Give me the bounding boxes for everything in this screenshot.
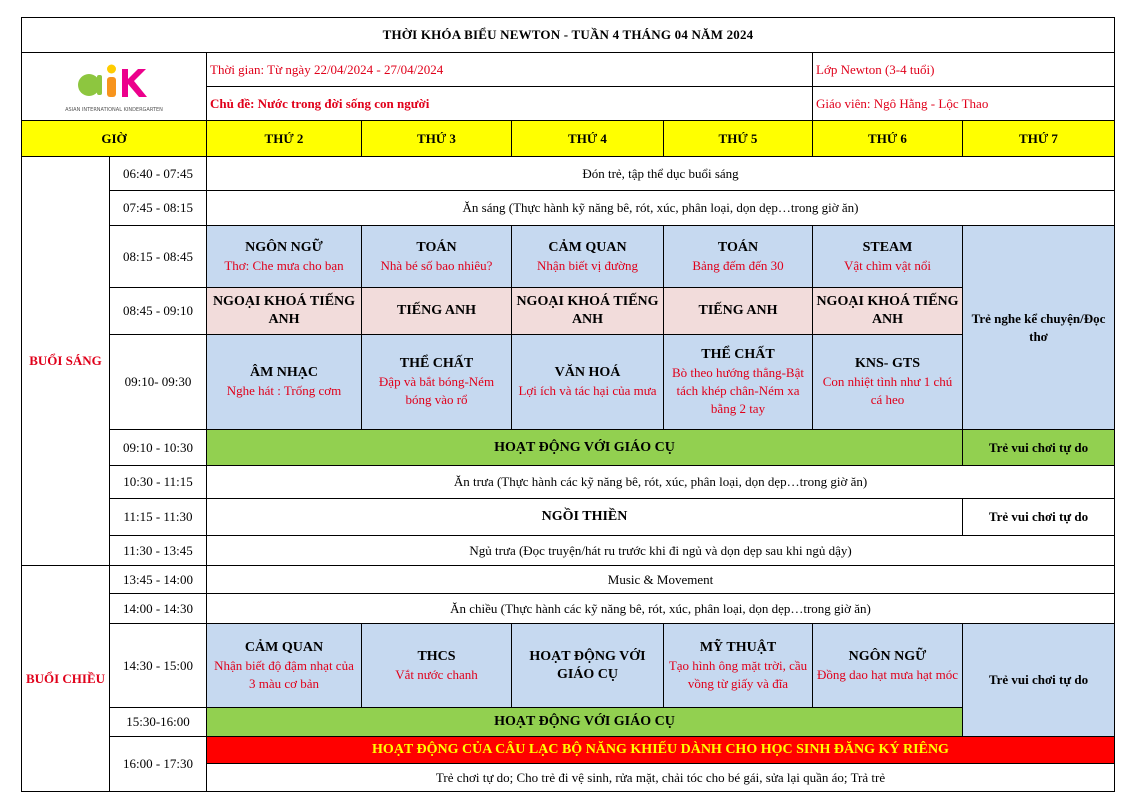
lesson-cell — [207, 624, 362, 708]
lesson-desc: Lợi ích và tác hại của mưa — [518, 383, 657, 398]
sheet-title: THỜI KHÓA BIỂU NEWTON - TUẦN 4 THÁNG 04 NĂM 2024 — [22, 18, 1115, 53]
lesson-subject: ÂM NHẠC — [249, 365, 319, 380]
header-day: THỨ 5 — [664, 121, 813, 157]
lesson-cell — [362, 335, 512, 430]
free-play: Trẻ vui chơi tự do — [963, 624, 1115, 737]
lesson-cell — [207, 335, 362, 430]
header-day: THỨ 4 — [512, 121, 664, 157]
lesson-desc: Vật chìm vật nổi — [843, 257, 931, 273]
lesson-desc: Đập và bắt bóng-Ném bóng vào rổ — [378, 374, 495, 407]
logo-caption: ASIAN INTERNATIONAL KINDERGARTEN — [65, 106, 163, 113]
activity-tools: HOẠT ĐỘNG VỚI GIÁO CỤ — [207, 430, 963, 466]
time-slot: 13:45 - 14:00 — [110, 566, 207, 594]
header-day: THỨ 3 — [362, 121, 512, 157]
time-slot: 11:30 - 13:45 — [110, 536, 207, 566]
session-afternoon: BUỔI CHIỀU — [22, 566, 110, 792]
english-cell: NGOẠI KHOÁ TIẾNG ANH — [512, 288, 664, 335]
header-day: THỨ 2 — [207, 121, 362, 157]
lesson-cell — [664, 226, 813, 288]
row-arrival: Đón trẻ, tập thể dục buổi sáng — [207, 157, 1115, 191]
lesson-desc: Đồng dao hạt mưa hạt móc — [817, 666, 958, 682]
lesson-desc: Con nhiệt tình như 1 chú cá heo — [822, 374, 953, 407]
session-morning: BUỔI SÁNG — [22, 157, 110, 566]
lesson-desc: Nhận biết độ đậm nhạt của 3 màu cơ bản — [214, 657, 354, 691]
lesson-subject: THỂ CHẤT — [399, 356, 474, 371]
time-slot: 11:15 - 11:30 — [110, 499, 207, 536]
english-cell: TIẾNG ANH — [362, 288, 512, 335]
time-slot: 15:30-16:00 — [110, 708, 207, 737]
free-play: Trẻ vui chơi tự do — [963, 430, 1115, 466]
lesson-cell — [813, 335, 963, 430]
lesson-desc: Bò theo hướng thẳng-Bật tách khép chân-Ném xa bằng 2 tay — [672, 365, 804, 416]
lesson-subject: CẢM QUAN — [548, 239, 627, 255]
header-day: THỨ 7 — [963, 121, 1115, 157]
saturday-story: Trẻ nghe kể chuyện/Đọc thơ — [963, 226, 1115, 430]
aik-logo-icon — [70, 61, 158, 107]
lesson-desc: Nghe hát : Trống cơm — [226, 383, 342, 398]
lesson-desc: Nhà bé số bao nhiêu? — [380, 257, 493, 273]
lesson-subject: TOÁN — [717, 239, 759, 255]
time-slot: 08:15 - 08:45 — [110, 226, 207, 288]
club-activity: HOẠT ĐỘNG CỦA CÂU LẠC BỘ NĂNG KHIẾU DÀNH CHO HỌC SINH ĐĂNG KÝ RIÊNG — [207, 737, 1115, 764]
lesson-subject: MỸ THUẬT — [699, 639, 777, 655]
lesson-cell — [512, 335, 664, 430]
lesson-subject: KNS- GTS — [855, 356, 920, 371]
time-slot: 07:45 - 08:15 — [110, 191, 207, 226]
lesson-desc: Nhận biết vị đường — [537, 257, 638, 273]
time-slot: 16:00 - 17:30 — [110, 737, 207, 792]
class-name: Lớp Newton (3-4 tuổi) — [813, 53, 1115, 87]
lesson-cell — [362, 624, 512, 708]
row-music: Music & Movement — [207, 566, 1115, 594]
header-day: THỨ 6 — [813, 121, 963, 157]
time-slot: 09:10 - 10:30 — [110, 430, 207, 466]
lesson-subject: THCS — [417, 648, 456, 664]
lesson-desc: Bảng đếm đến 30 — [692, 257, 784, 273]
lesson-subject: NGÔN NGỮ — [848, 648, 927, 664]
time-slot: 09:10- 09:30 — [110, 335, 207, 430]
timetable — [21, 17, 1115, 792]
lesson-subject: THỂ CHẤT — [701, 347, 775, 362]
lesson-cell — [512, 624, 664, 708]
lesson-subject: NGÔN NGỮ — [245, 239, 323, 255]
row-breakfast: Ăn sáng (Thực hành kỹ năng bê, rót, xúc, phân loại, dọn dẹp…trong giờ ăn) — [207, 191, 1115, 226]
lesson-cell — [362, 226, 512, 288]
header-time: GIỜ — [22, 121, 207, 157]
lesson-desc: Tạo hình ông mặt trời, cầu vồng từ giấy và đĩa — [668, 657, 808, 691]
time-slot: 08:45 - 09:10 — [110, 288, 207, 335]
lesson-cell — [512, 226, 664, 288]
lesson-subject: TOÁN — [416, 239, 457, 255]
lesson-cell — [664, 335, 813, 430]
english-cell: NGOẠI KHOÁ TIẾNG ANH — [207, 288, 362, 335]
time-slot: 10:30 - 11:15 — [110, 466, 207, 499]
lesson-subject: VĂN HOÁ — [554, 365, 621, 380]
theme: Chủ đề: Nước trong đời sống con người — [207, 87, 813, 121]
free-play: Trẻ vui chơi tự do — [963, 499, 1115, 536]
teacher: Giáo viên: Ngô Hằng - Lộc Thao — [813, 87, 1115, 121]
lesson-cell — [813, 624, 963, 708]
row-nap: Ngủ trưa (Đọc truyện/hát ru trước khi đi ngủ và dọn dẹp sau khi ngủ dậy) — [207, 536, 1115, 566]
lesson-desc: Vắt nước chanh — [395, 666, 478, 682]
meditation: NGỒI THIỀN — [207, 499, 963, 536]
english-cell: TIẾNG ANH — [664, 288, 813, 335]
lesson-cell — [207, 226, 362, 288]
lesson-cell — [664, 624, 813, 708]
lesson-subject: HOẠT ĐỘNG VỚI GIÁO CỤ — [529, 648, 646, 682]
lesson-desc: Thơ: Che mưa cho bạn — [224, 257, 344, 273]
lesson-subject: STEAM — [862, 239, 913, 255]
row-snack: Ăn chiều (Thực hành các kỹ năng bê, rót, xúc, phân loại, dọn dẹp…trong giờ ăn) — [207, 594, 1115, 624]
period: Thời gian: Từ ngày 22/04/2024 - 27/04/2024 — [207, 53, 813, 87]
lesson-subject: CẢM QUAN — [244, 639, 324, 655]
english-cell: NGOẠI KHOÁ TIẾNG ANH — [813, 288, 963, 335]
activity-tools: HOẠT ĐỘNG VỚI GIÁO CỤ — [207, 708, 963, 737]
logo — [22, 53, 207, 121]
lesson-cell — [813, 226, 963, 288]
row-lunch: Ăn trưa (Thực hành các kỹ năng bê, rót, xúc, phân loại, dọn dẹp…trong giờ ăn) — [207, 466, 1115, 499]
row-closing: Trẻ chơi tự do; Cho trẻ đi vệ sinh, rửa mặt, chải tóc cho bé gái, sửa lại quần áo; Trả trẻ — [207, 764, 1115, 792]
time-slot: 06:40 - 07:45 — [110, 157, 207, 191]
time-slot: 14:00 - 14:30 — [110, 594, 207, 624]
time-slot: 14:30 - 15:00 — [110, 624, 207, 708]
